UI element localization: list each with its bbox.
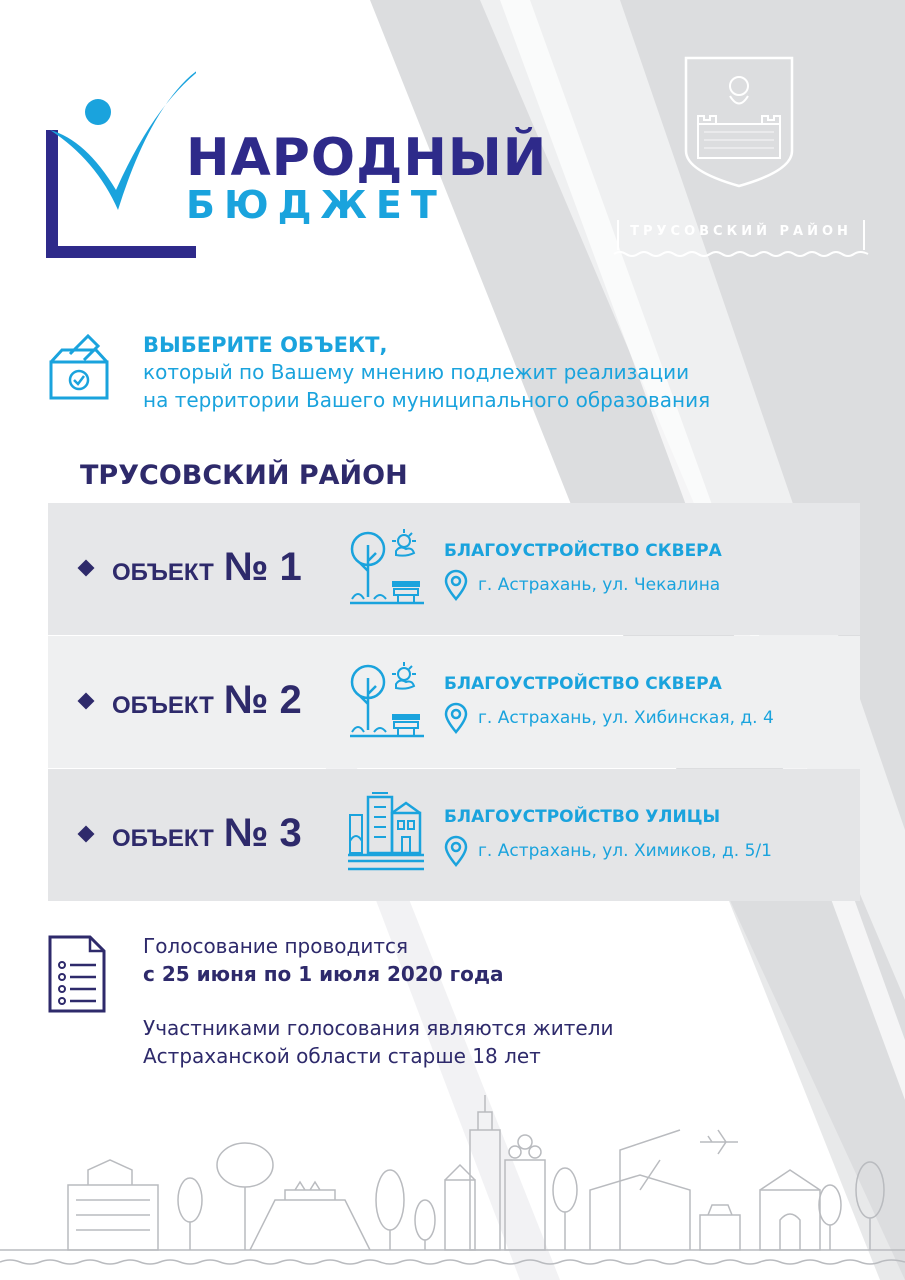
- object-label: [80, 678, 302, 723]
- object-name: БЛАГОУСТРОЙСТВО СКВЕРА: [444, 541, 722, 561]
- participants-line2: Астраханской области старше 18 лет: [143, 1044, 541, 1068]
- park-icon: [346, 525, 426, 607]
- object-address: г. Астрахань, ул. Чекалина: [478, 575, 721, 595]
- object-number: № 2: [223, 678, 302, 722]
- document-list-icon: [48, 935, 106, 1013]
- district-title: ТРУСОВСКИЙ РАЙОН: [80, 460, 408, 491]
- choose-block: [143, 332, 783, 414]
- logo-title-line2: БЮДЖЕТ: [186, 183, 446, 227]
- street-icon: [346, 791, 426, 873]
- voting-info-line1: Голосование проводится: [143, 934, 408, 958]
- object-address: г. Астрахань, ул. Химиков, д. 5/1: [478, 841, 772, 861]
- park-icon: [346, 658, 426, 740]
- object-label: [80, 811, 302, 856]
- choose-text-line2: на территории Вашего муниципального образования: [143, 388, 711, 412]
- ballot-box-icon: [48, 332, 110, 402]
- object-label: [80, 545, 302, 590]
- location-pin-icon: [444, 702, 468, 734]
- city-skyline-illustration: [0, 1090, 905, 1280]
- object-address: г. Астрахань, ул. Хибинская, д. 4: [478, 708, 774, 728]
- object-number: № 3: [223, 811, 302, 855]
- voting-dates: с 25 июня по 1 июля 2020 года: [143, 962, 504, 986]
- choose-title: ВЫБЕРИТЕ ОБЪЕКТ,: [143, 333, 388, 357]
- logo-title-line1: НАРОДНЫЙ: [186, 128, 548, 188]
- logo: [46, 60, 548, 260]
- object-word: ОБЪЕКТ: [112, 825, 214, 852]
- location-pin-icon: [444, 569, 468, 601]
- object-card-3[interactable]: [48, 769, 860, 901]
- diamond-bullet-icon: [78, 693, 95, 710]
- object-word: ОБЪЕКТ: [112, 559, 214, 586]
- checkbox-logo-icon: [46, 60, 196, 260]
- object-number: № 1: [223, 545, 302, 589]
- voting-info: [143, 932, 614, 1070]
- object-card-1[interactable]: [48, 503, 860, 635]
- object-word: ОБЪЕКТ: [112, 692, 214, 719]
- coat-of-arms-icon: [684, 56, 794, 188]
- choose-text-line1: который по Вашему мнению подлежит реализации: [143, 360, 690, 384]
- diamond-bullet-icon: [78, 560, 95, 577]
- diamond-bullet-icon: [78, 826, 95, 843]
- object-card-2[interactable]: [48, 636, 860, 768]
- district-badge: [612, 212, 870, 262]
- location-pin-icon: [444, 835, 468, 867]
- object-name: БЛАГОУСТРОЙСТВО УЛИЦЫ: [444, 807, 721, 827]
- object-name: БЛАГОУСТРОЙСТВО СКВЕРА: [444, 674, 722, 694]
- badge-text: ТРУСОВСКИЙ РАЙОН: [630, 224, 852, 239]
- participants-line1: Участниками голосования являются жители: [143, 1016, 614, 1040]
